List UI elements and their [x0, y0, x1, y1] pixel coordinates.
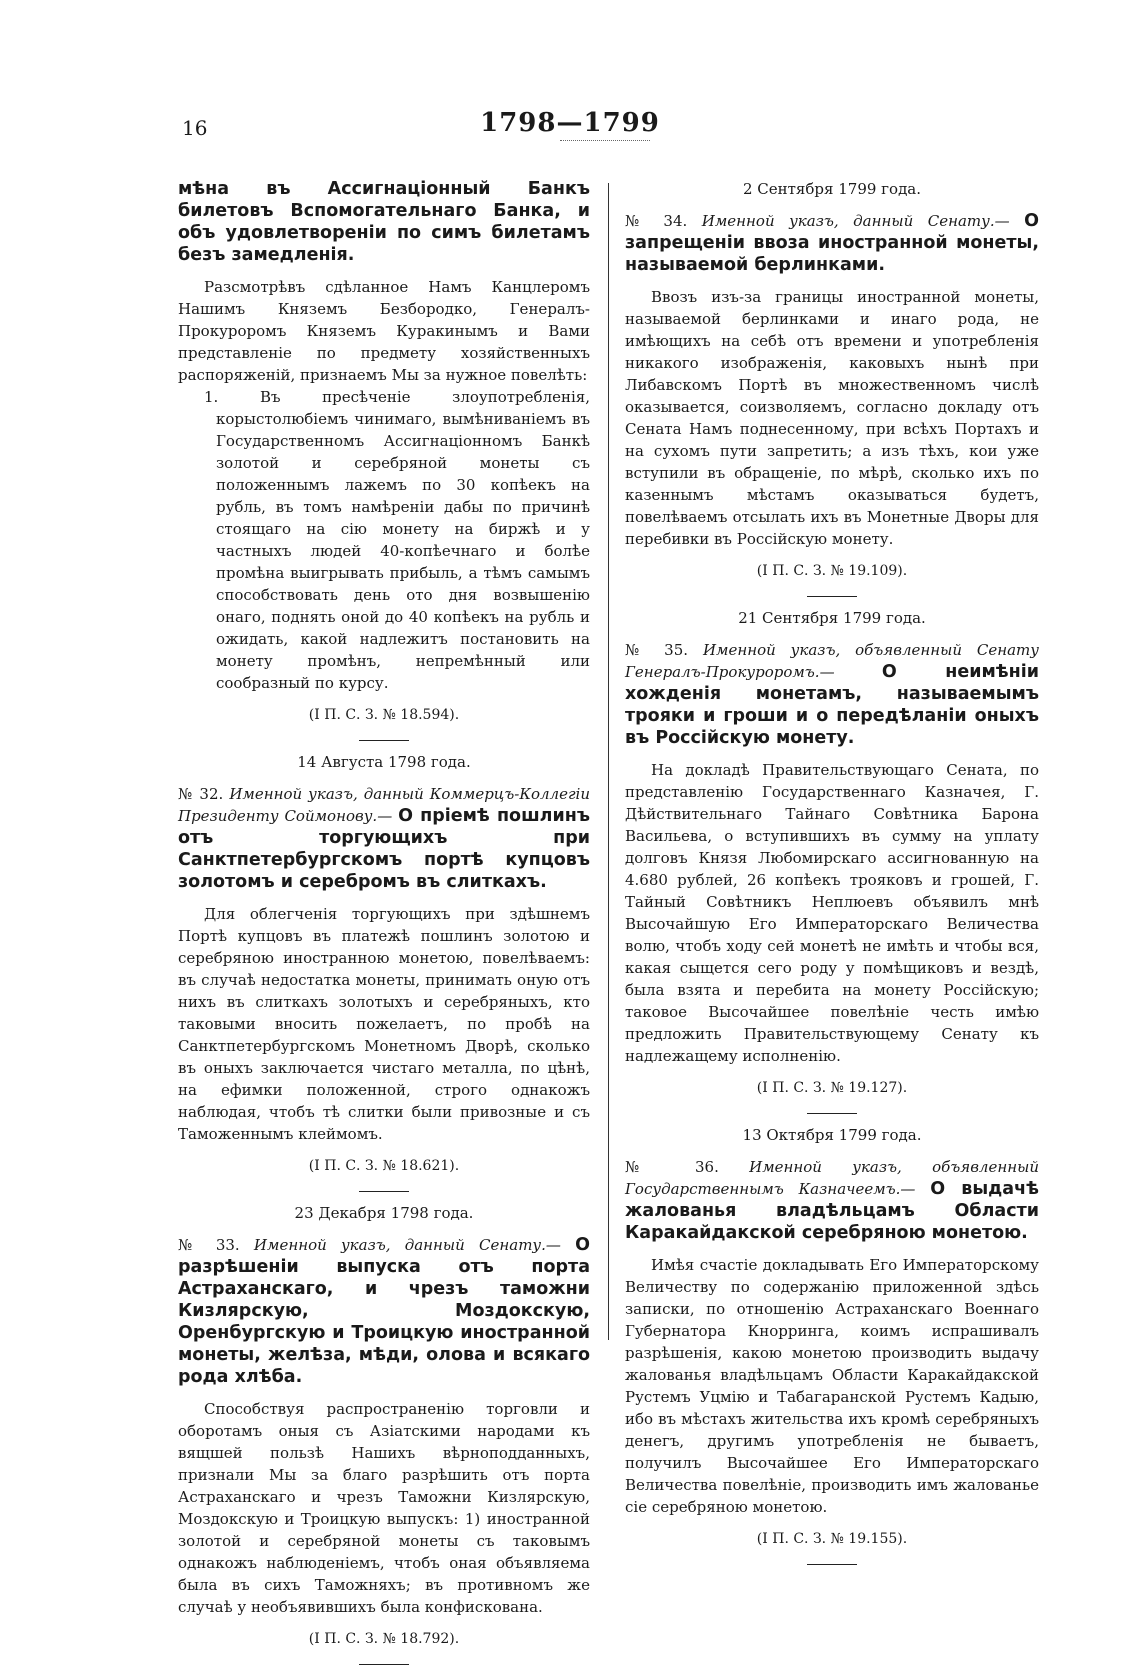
left-date-3: 23 Декабря 1798 года.: [294, 1204, 474, 1222]
right-date-3: 13 Октября 1799 года.: [742, 1126, 922, 1144]
left-intro: Разсмотрѣвъ сдѣланное Намъ Канцлеромъ Нашимъ Княземъ Безбородко, Генералъ-Прокуроромъ Княземъ Куракинымъ и Вами представленіе по предмету хозяйственныхъ распоряженій, признаемъ Мы за нужное повелѣть:: [178, 278, 590, 384]
decree-number: № 36.: [625, 1158, 719, 1176]
right-column: [625, 178, 1039, 1575]
decree-33-body: Способствуя распространенію торговли и оборотамъ оныя съ Азіатскими народами къ вящшей пользѣ Нашихъ вѣрноподданныхъ, признали Мы за благо разрѣшить отъ порта Астраханскаго и чрезъ Таможни Кизлярскую, Моздокскую и Троицкую выпускъ: 1) иностранной золотой и серебряной монеты съ таковымъ однакожъ наблюденіемъ, чтобъ оная объявляема была въ сихъ Таможняхъ; въ противномъ же случаѣ у необъявившихъ была конфискована.: [178, 1400, 590, 1616]
decree-36-body: Имѣя счастіе докладывать Его Императорскому Величеству по содержанію приложенной здѣсь записки, по отношенію Астраханскаго Военнаго Губернатора Кнорринга, коимъ испрашивалъ разрѣшенія, какою монетою производить выдачу жалованья владѣльцамъ Области Каракайдакской Рустемъ Уцмію и Табагаранской Рустемъ Кадыю, ибо въ мѣстахъ жительства ихъ кромѣ серебряныхъ денегъ, другимъ употребленія не бываетъ, получилъ Высочайшее Его Императорскаго Величества повелѣніе, производить имъ жалованье сіе серебряною монетою.: [625, 1256, 1039, 1516]
decree-intro: Именной указъ, объявленный Сенату Генералъ-Прокуроромъ.—: [625, 641, 1039, 681]
decree-number: № 32.: [178, 785, 224, 803]
decree-intro: Именной указъ, данный Сенату.—: [701, 212, 1010, 230]
column-divider: [608, 183, 609, 1340]
right-date-1: 2 Сентября 1799 года.: [742, 180, 922, 198]
decree-intro: Именной указъ, данный Сенату.—: [253, 1236, 561, 1254]
left-citation-2: (I П. С. З. № 18.621).: [308, 1158, 460, 1174]
left-citation-3: (I П. С. З. № 18.792).: [308, 1631, 460, 1647]
page-title-years: 1798—1799: [480, 108, 660, 138]
decree-32: [178, 783, 590, 893]
right-citation-3: (I П. С. З. № 19.155).: [756, 1531, 908, 1547]
right-date-2: 21 Сентября 1799 года.: [738, 609, 926, 627]
separator: [359, 1664, 409, 1665]
decree-34: [625, 210, 1039, 276]
separator: [359, 740, 409, 741]
decree-title: О разрѣшеніи выпуска отъ порта Астраханскаго, и чрезъ таможни Кизлярскую, Моздокскую, Оренбургскую и Троицкую иностранной монеты, желѣза, мѣди, олова и всякаго рода хлѣба.: [178, 1235, 590, 1387]
decree-35-body: На докладѣ Правительствующаго Сената, по представленію Государственнаго Казначея, Г. Дѣйствительнаго Тайнаго Совѣтника Барона Васильева, о вступившихъ въ сумму на уплату долговъ Князя Любомирскаго ассигнованную на 4.680 рублей, 26 копѣекъ трояковъ и грошей, Г. Тайный Совѣтникъ Неплюевъ объявилъ мнѣ Высочайшую Его Императорскаго Величества волю, чтобъ ходу сей монетѣ не имѣть и чтобы вся, какая сыщется сего роду у помѣщиковъ и вездѣ, была взята и перебита на монету Россійскую; таковое Высочайшее повелѣніе честь имѣю предложить Правительствующему Сенату къ надлежащему исполненію.: [625, 761, 1039, 1065]
decree-36: [625, 1156, 1039, 1244]
left-citation-1: (I П. С. З. № 18.594).: [308, 707, 460, 723]
right-citation-2: (I П. С. З. № 19.127).: [756, 1080, 908, 1096]
left-item-1: 1. Въ пресѣченіе злоупотребленія, корыстолюбіемъ чинимаго, вымѣниваніемъ въ Государственномъ Ассигнаціонномъ Банкѣ золотой и серебряной монеты съ положеннымъ лажемъ по 30 копѣекъ на рубль, въ томъ намѣреніи дабы по причинѣ стоящаго на сію монету на биржѣ и у частныхъ людей 40-копѣечнаго и болѣе промѣна выигрывать прибыль, а тѣмъ самымъ способствовать день ото дня возвышенію онаго, поднять оной до 40 копѣекъ на рубль и ожидать, какой надлежитъ постановить на монету промѣнъ, непремѣнный или сообразный по курсу.: [204, 388, 590, 692]
decree-34-body: Ввозъ изъ-за границы иностранной монеты, называемой берлинками и инаго рода, не имѣющихъ на себѣ отъ времени и употребленія никакого изображенія, каковыхъ нынѣ при Либавскомъ Портѣ въ множественномъ числѣ оказывается, соизволяемъ, согласно докладу отъ Сената Намъ поднесенному, при всѣхъ Портахъ и на сухомъ пути запретить; а изъ тѣхъ, кои уже вступили въ обращеніе, по мѣрѣ, сколько ихъ по казеннымъ мѣстамъ оказываться будетъ, повелѣваемъ отсылать ихъ въ Монетные Дворы для перебивки въ Россійскую монету.: [625, 288, 1039, 548]
left-date-2: 14 Августа 1798 года.: [297, 753, 471, 771]
decree-number: № 34.: [625, 212, 688, 230]
decree-title: О запрещеніи ввоза иностранной монеты, называемой берлинками.: [625, 211, 1039, 275]
decree-intro: Именной указъ, объявленный Государственнымъ Казначеемъ.—: [625, 1158, 1039, 1198]
separator: [807, 596, 857, 597]
decree-33: [178, 1234, 590, 1388]
decree-title: О неимѣніи хожденія монетамъ, называемымъ трояки и гроши и о передѣланіи оныхъ въ Россійскую монету.: [625, 662, 1039, 748]
decree-32-body: Для облегченія торгующихъ при здѣшнемъ Портѣ купцовъ въ платежѣ пошлинъ золотою и серебряною иностранною монетою, повелѣваемъ: въ случаѣ недостатка монеты, принимать оную отъ нихъ въ слиткахъ золотыхъ и серебряныхъ, кто таковыми вносить пожелаетъ, по пробѣ на Санктпетербургскомъ Монетномъ Дворѣ, сколько въ оныхъ заключается чистаго металла, по цѣнѣ, на ефимки положенной, строго однакожъ наблюдая, чтобъ тѣ слитки были привозные и съ Таможеннымъ клеймомъ.: [178, 905, 590, 1143]
left-heading: мѣна въ Ассигнаціонный Банкъ билетовъ Вспомогательнаго Банка, и объ удовлетвореніи по симъ билетамъ безъ замедленія.: [178, 179, 590, 265]
separator: [359, 1191, 409, 1192]
decree-35: [625, 639, 1039, 749]
decree-intro: Именной указъ, данный Коммерцъ-Коллегіи Президенту Соймонову.—: [178, 785, 590, 825]
decree-title: О выдачѣ жалованья владѣльцамъ Области Каракайдакской серебряною монетою.: [625, 1179, 1039, 1243]
decree-title: О пріемѣ пошлинъ отъ торгующихъ при Санктпетербургскомъ портѣ купцовъ золотомъ и серебромъ въ слиткахъ.: [178, 806, 590, 892]
separator: [807, 1113, 857, 1114]
page-number: 16: [182, 116, 208, 140]
separator: [807, 1564, 857, 1565]
left-column: [178, 178, 590, 1675]
decree-number: № 35.: [625, 641, 689, 659]
title-ornament: [560, 140, 650, 141]
decree-number: № 33.: [178, 1236, 240, 1254]
right-citation-1: (I П. С. З. № 19.109).: [756, 563, 908, 579]
